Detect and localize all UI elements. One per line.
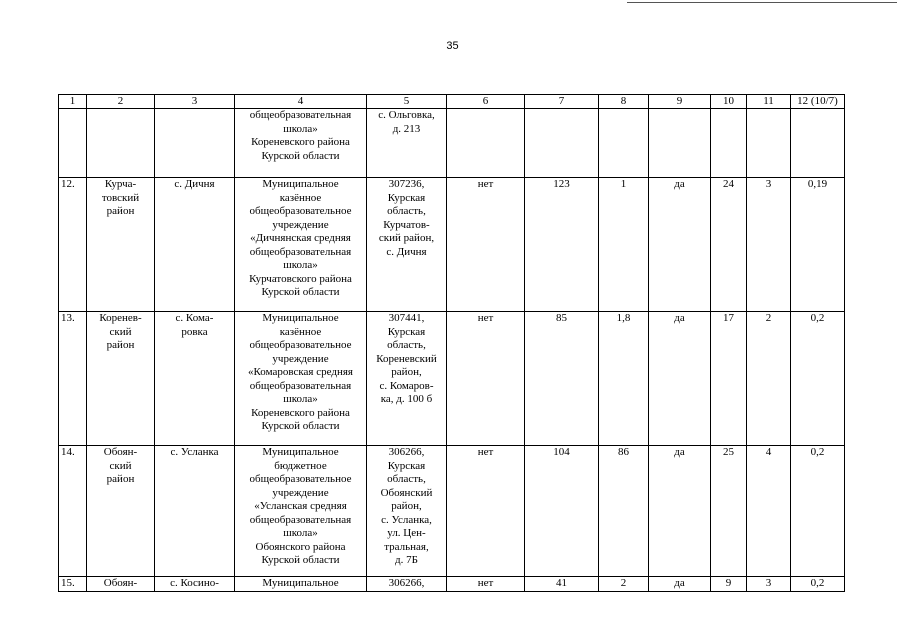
institution-name: Муниципальное казённое общеобразовательное учреждение «Дичнянская средняя общеобразовательная школа» Курчатовского района Курской области — [235, 178, 367, 312]
cell-col10: 17 — [711, 312, 747, 446]
header-row — [59, 95, 845, 109]
cell-col9 — [649, 109, 711, 178]
institution-name: общеобразовательная школа» Кореневского района Курской области — [235, 109, 367, 178]
column-header: 8 — [599, 95, 649, 109]
address: 306266, — [367, 577, 447, 592]
address: 306266, Курская область, Обоянский район, с. Усланка, ул. Цен- тральная, д. 7Б — [367, 446, 447, 577]
cell-col7: 123 — [525, 178, 599, 312]
cell-col12 — [791, 109, 845, 178]
cell-col8: 2 — [599, 577, 649, 592]
column-header: 5 — [367, 95, 447, 109]
cell-col10: 9 — [711, 577, 747, 592]
page-number: 35 — [446, 40, 459, 52]
row-number — [59, 109, 87, 178]
row-number: 12. — [59, 178, 87, 312]
cell-col9: да — [649, 446, 711, 577]
settlement: с. Косино- — [155, 577, 235, 592]
cell-col11: 3 — [747, 577, 791, 592]
cell-col9: да — [649, 312, 711, 446]
column-header: 11 — [747, 95, 791, 109]
settlement: с. Усланка — [155, 446, 235, 577]
column-header: 6 — [447, 95, 525, 109]
district: Курча- товский район — [87, 178, 155, 312]
address: 307236, Курская область, Курчатов- ский район, с. Дичня — [367, 178, 447, 312]
cell-col8: 1,8 — [599, 312, 649, 446]
row-number: 13. — [59, 312, 87, 446]
cell-col11: 2 — [747, 312, 791, 446]
cell-col10 — [711, 109, 747, 178]
cell-col6: нет — [447, 446, 525, 577]
column-header: 4 — [235, 95, 367, 109]
cell-col6: нет — [447, 577, 525, 592]
cell-col6: нет — [447, 312, 525, 446]
district — [87, 109, 155, 178]
table-row — [59, 446, 845, 577]
cell-col7: 104 — [525, 446, 599, 577]
column-header: 12 (10/7) — [791, 95, 845, 109]
institution-name: Муниципальное казённое общеобразовательное учреждение «Комаровская средняя общеобразовательная школа» Кореневского района Курской области — [235, 312, 367, 446]
address: с. Ольговка, д. 213 — [367, 109, 447, 178]
cell-col6: нет — [447, 178, 525, 312]
cell-col8: 1 — [599, 178, 649, 312]
table-row — [59, 178, 845, 312]
cell-col12: 0,2 — [791, 577, 845, 592]
cell-col10: 25 — [711, 446, 747, 577]
cell-col11 — [747, 109, 791, 178]
district: Обоян- — [87, 577, 155, 592]
cell-col6 — [447, 109, 525, 178]
cell-col9: да — [649, 577, 711, 592]
cell-col11: 4 — [747, 446, 791, 577]
settlement — [155, 109, 235, 178]
column-header: 10 — [711, 95, 747, 109]
institutions-table — [58, 94, 845, 592]
column-header: 9 — [649, 95, 711, 109]
row-number: 15. — [59, 577, 87, 592]
cell-col11: 3 — [747, 178, 791, 312]
column-header: 7 — [525, 95, 599, 109]
table-row — [59, 312, 845, 446]
institution-name: Муниципальное бюджетное общеобразовательное учреждение «Усланская средняя общеобразовательная школа» Обоянского района Курской области — [235, 446, 367, 577]
row-number: 14. — [59, 446, 87, 577]
settlement: с. Дичня — [155, 178, 235, 312]
cell-col7 — [525, 109, 599, 178]
column-header: 2 — [87, 95, 155, 109]
address: 307441, Курская область, Кореневский район, с. Комаров- ка, д. 100 б — [367, 312, 447, 446]
cell-col12: 0,2 — [791, 312, 845, 446]
settlement: с. Кома- ровка — [155, 312, 235, 446]
column-header: 1 — [59, 95, 87, 109]
table-row — [59, 109, 845, 178]
cell-col9: да — [649, 178, 711, 312]
institution-name: Муниципальное — [235, 577, 367, 592]
district: Коренев- ский район — [87, 312, 155, 446]
top-rule — [627, 2, 897, 3]
cell-col10: 24 — [711, 178, 747, 312]
table-row — [59, 577, 845, 592]
cell-col12: 0,19 — [791, 178, 845, 312]
cell-col8 — [599, 109, 649, 178]
column-header: 3 — [155, 95, 235, 109]
cell-col8: 86 — [599, 446, 649, 577]
cell-col7: 41 — [525, 577, 599, 592]
cell-col7: 85 — [525, 312, 599, 446]
cell-col12: 0,2 — [791, 446, 845, 577]
district: Обоян- ский район — [87, 446, 155, 577]
